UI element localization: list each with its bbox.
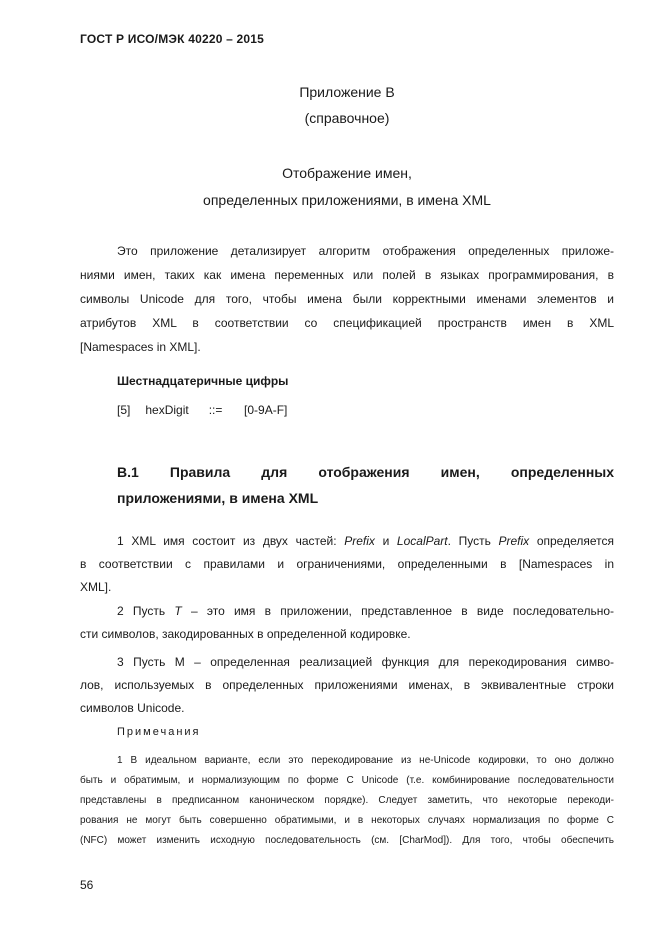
section-heading-line2: приложениями, в имена XML [117, 490, 319, 506]
grammar-production [117, 403, 287, 417]
appendix-title-line1: Отображение имен, [282, 165, 412, 181]
note-line: 1 В идеальном варианте, если это перекодирование из не-Unicode кодировки, то оно должно [117, 755, 614, 766]
text-run: и [374, 534, 397, 548]
note-line: представлены в предписанном каноническом порядке). Следует заметить, что некоторые перекоди- [80, 795, 614, 806]
rule-paragraph-2 [80, 600, 614, 646]
rule-operator: ::= [208, 403, 223, 417]
paragraph-line: лов, используемых в определенных приложениями именах, в эквивалентные строки [80, 678, 614, 692]
note-line: рования не могут быть совершенно обратимыми, и в некоторых случаях нормализация по форме С [80, 815, 614, 826]
intro-line: атрибутов XML в соответствии со спецификацией пространств имен в XML [80, 316, 614, 330]
note-1 [80, 751, 614, 851]
paragraph-line: в соответствии с правилами и ограничениями, определенными в [Namespaces in [80, 557, 614, 571]
intro-line: [Namespaces in XML]. [80, 340, 201, 354]
text-run: – это имя в приложении, представленное в виде последовательно- [181, 604, 614, 618]
text-run: 1 XML имя состоит из двух частей: [117, 534, 345, 548]
section-heading-line1 [117, 459, 614, 485]
text-run: . Пусть [447, 534, 499, 548]
hex-digits-heading: Шестнадцатеричные цифры [117, 374, 289, 388]
paragraph-line: символов Unicode. [80, 701, 185, 715]
section-heading-word: имен, [440, 464, 480, 480]
note-line: (NFC) может изменить исходную последовательность (см. [CharMod]). Для того, чтобы обеспечить [80, 835, 614, 846]
section-heading-word: В.1 Правила [117, 464, 231, 480]
term-prefix: Prefix [498, 534, 530, 548]
text-run: 2 Пусть [117, 604, 175, 618]
paragraph-line: сти символов, закодированных в определенной кодировке. [80, 627, 411, 641]
section-heading-word: определенных [510, 464, 615, 480]
rule-paragraph-1 [80, 530, 614, 599]
notes-heading: Примечания [117, 726, 201, 738]
paragraph-line: XML]. [80, 580, 112, 594]
term-localpart: LocalPart [396, 534, 448, 548]
page-number: 56 [80, 878, 94, 892]
paragraph-line [80, 600, 614, 623]
note-line: быть и обратимым, и нормализующим по форме С Unicode (т.е. комбинирование последовательности [80, 775, 614, 786]
rule-paragraph-3 [80, 651, 614, 720]
section-heading-word: отображения [318, 464, 410, 480]
section-heading-word: для [261, 464, 288, 480]
intro-paragraph [80, 239, 614, 359]
rule-number: [5] [117, 403, 131, 417]
appendix-label: Приложение В [299, 84, 395, 100]
intro-line: символы Unicode для того, чтобы имена были корректными именами элементов и [80, 292, 614, 306]
term-t: T [174, 604, 182, 618]
rule-value: [0-9A-F] [244, 403, 288, 417]
running-header: ГОСТ Р ИСО/МЭК 40220 – 2015 [80, 32, 265, 46]
text-run: определяется [529, 534, 614, 548]
appendix-title-line2: определенных приложениями, в имена XML [203, 192, 491, 208]
appendix-kind: (справочное) [304, 110, 390, 126]
intro-line: Это приложение детализирует алгоритм отображения определенных приложе- [117, 244, 614, 258]
term-prefix: Prefix [344, 534, 375, 548]
rule-name: hexDigit [145, 403, 189, 417]
paragraph-line [80, 530, 614, 553]
intro-line: ниями имен, таких как имена переменных или полей в языках программирования, в [80, 268, 614, 282]
paragraph-line: 3 Пусть M – определенная реализацией функция для перекодирования симво- [117, 655, 614, 669]
section-heading-b1 [117, 459, 614, 511]
